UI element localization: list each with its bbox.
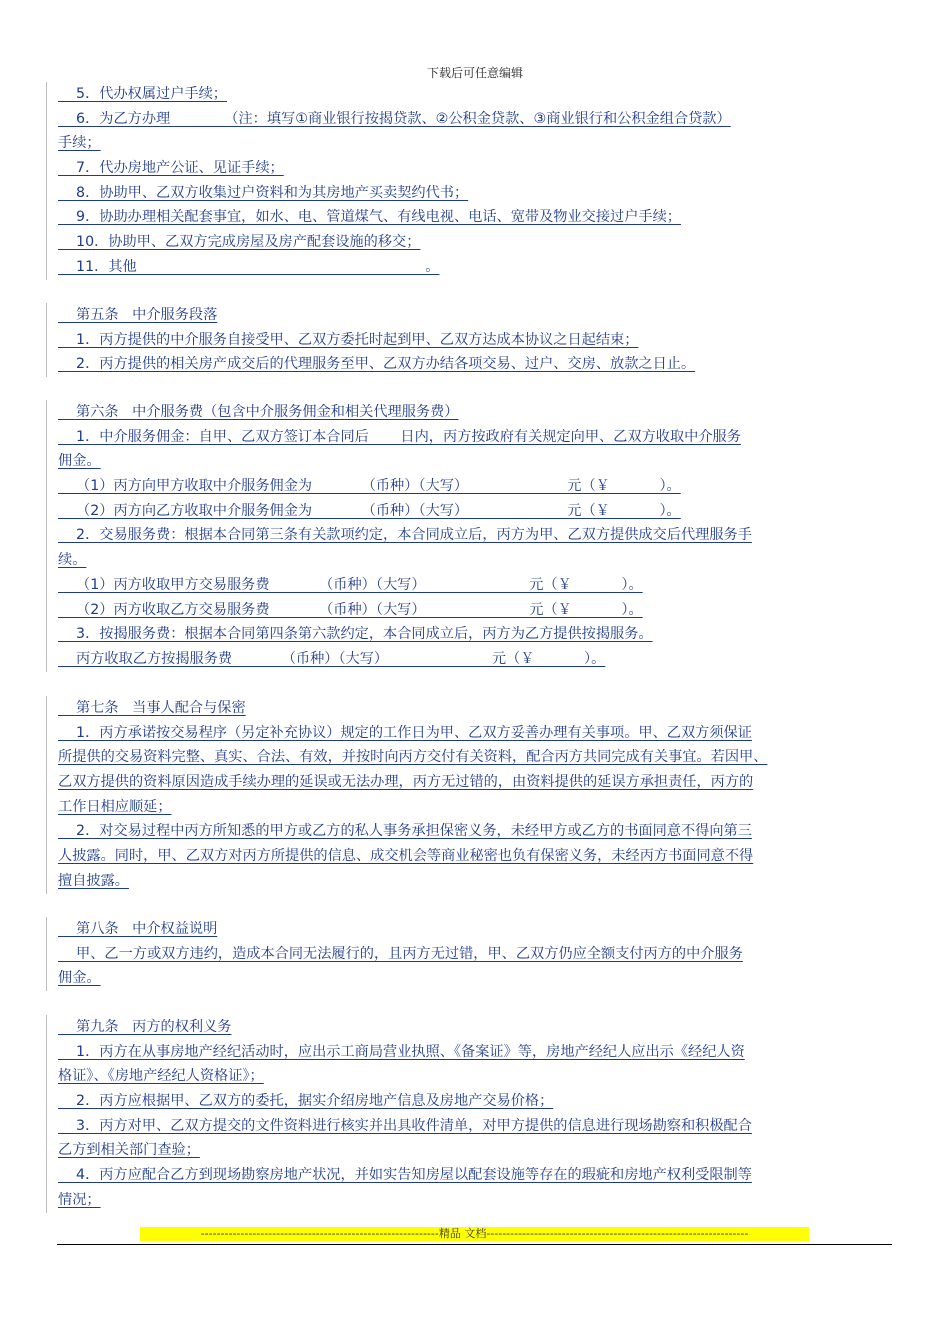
text-line: 7．代办房地产公证、见证手续； <box>58 160 284 177</box>
article-heading: 第九条 丙方的权利义务 <box>58 1019 232 1035</box>
section-article-8 <box>46 917 897 991</box>
text-line: 3．按揭服务费：根据本合同第四条第六款约定，本合同成立后，丙方为乙方提供按揭服务。 <box>58 626 653 643</box>
text-line: 5．代办权属过户手续； <box>58 86 227 102</box>
section-service-items-continued <box>46 82 897 280</box>
text-line: 10．协助甲、乙双方完成房屋及房产配套设施的移交； <box>58 234 421 251</box>
text-line: 人披露。同时，甲、乙双方对丙方所提供的信息、成交机会等商业秘密也负有保密义务，未经丙方书面同意不得 <box>58 848 754 865</box>
text-line: 情况； <box>58 1191 101 1208</box>
article-heading: 第七条 当事人配合与保密 <box>58 700 246 716</box>
text-line: 丙方收取乙方按揭服务费 （币种）（大写） 元（￥ ）。 <box>58 650 606 667</box>
text-line: 甲、乙一方或双方违约，造成本合同无法履行的，且丙方无过错，甲、乙双方仍应全额支付丙方的中介服务 <box>58 945 743 962</box>
text-line: 2．交易服务费：根据本合同第三条有关款项约定，本合同成立后，丙方为甲、乙双方提供成交后代理服务手 <box>58 527 752 544</box>
section-article-7 <box>46 696 897 894</box>
text-line: 佣金。 <box>58 970 101 987</box>
text-line: 1．丙方提供的中介服务自接受甲、乙双方委托时起到甲、乙双方达成本协议之日起结束； <box>58 331 639 348</box>
text-line: 1．中介服务佣金：自甲、乙双方签订本合同后 日内，丙方按政府有关规定向甲、乙双方收取中介服务 <box>58 428 741 445</box>
text-line: 1．丙方承诺按交易程序（另定补充协议）规定的工作日为甲、乙双方妥善办理有关事项。甲、乙双方须保证 <box>58 724 752 741</box>
text-line: （1）丙方收取甲方交易服务费 （币种）（大写） 元（￥ ）。 <box>58 576 643 593</box>
text-line: 手续； <box>58 135 101 152</box>
article-heading: 第六条 中介服务费（包含中介服务佣金和相关代理服务费） <box>58 404 459 420</box>
text-line: 乙方到相关部门查验； <box>58 1142 200 1159</box>
text-line: 所提供的交易资料完整、真实、合法、有效，并按时向丙方交付有关资料，配合丙方共同完成有关事宜。若因甲、 <box>58 749 768 766</box>
footer-watermark: ------------------------------------------------------------精品 文档------------------------------------------------------------------ <box>140 1227 809 1241</box>
text-line: 佣金。 <box>58 453 101 470</box>
text-line: （2）丙方向乙方收取中介服务佣金为 （币种）（大写） 元（￥ ）。 <box>58 502 681 519</box>
text-line: 2．丙方应根据甲、乙双方的委托，据实介绍房地产信息及房地产交易价格； <box>58 1093 554 1110</box>
text-line: 2．对交易过程中丙方所知悉的甲方或乙方的私人事务承担保密义务，未经甲方或乙方的书面同意不得向第三 <box>58 823 752 840</box>
text-line: 擅自披露。 <box>58 872 129 889</box>
text-line: 6．为乙方办理 （注：填写①商业银行按揭贷款、②公积金贷款、③商业银行和公积金组合贷款） <box>58 110 731 127</box>
section-article-5 <box>46 303 897 377</box>
text-line: 9．协助办理相关配套事宜，如水、电、管道煤气、有线电视、电话、宽带及物业交接过户手续； <box>58 209 681 226</box>
text-line: （2）丙方收取乙方交易服务费 （币种）（大写） 元（￥ ）。 <box>58 601 643 618</box>
text-line: 乙双方提供的资料原因造成手续办理的延误或无法办理，丙方无过错的，由资料提供的延误方承担责任，丙方的 <box>58 774 754 791</box>
text-line: 工作日相应顺延； <box>58 798 172 815</box>
text-line: 1．丙方在从事房地产经纪活动时，应出示工商局营业执照、《备案证》等，房地产经纪人应出示《经纪人资 <box>58 1043 745 1060</box>
text-line: （1）丙方向甲方收取中介服务佣金为 （币种）（大写） 元（￥ ）。 <box>58 478 681 495</box>
text-line: 11．其他 。 <box>58 258 440 275</box>
page-header: 下载后可任意编辑 <box>426 66 523 80</box>
article-heading: 第八条 中介权益说明 <box>58 921 218 937</box>
text-line: 8．协助甲、乙双方收集过户资料和为其房地产买卖契约代书； <box>58 184 469 201</box>
section-article-6 <box>46 400 897 672</box>
section-article-9 <box>46 1015 897 1213</box>
article-heading: 第五条 中介服务段落 <box>58 307 218 323</box>
text-line: 2．丙方提供的相关房产成交后的代理服务至甲、乙双方办结各项交易、过户、交房、放款之日止。 <box>58 356 696 373</box>
text-line: 3．丙方对甲、乙双方提交的文件资料进行核实并出具收件清单，对甲方提供的信息进行现场勘察和积极配合 <box>58 1117 752 1134</box>
text-line: 4．丙方应配合乙方到现场勘察房地产状况，并如实告知房屋以配套设施等存在的瑕疵和房地产权利受限制等 <box>58 1167 752 1184</box>
footer-divider <box>57 1244 892 1245</box>
text-line: 续。 <box>58 552 87 569</box>
text-line: 格证》、《房地产经纪人资格证》； <box>58 1068 264 1085</box>
